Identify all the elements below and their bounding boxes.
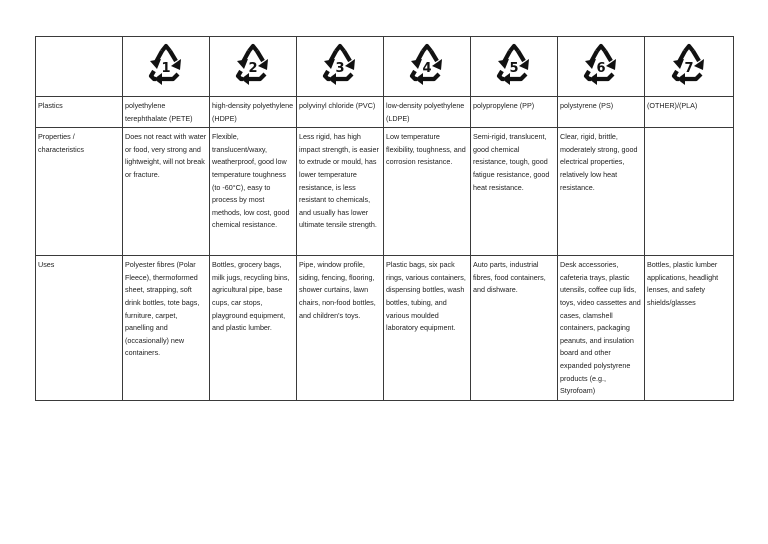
uses-cell: Polyester fibres (Polar Fleece), thermoformed sheet, strapping, soft drink bottles, tote bags, furniture, carpet, panelling and (occasionally) new containers. <box>123 256 210 401</box>
row-label-properties: Properties / characteristics <box>36 128 123 256</box>
plastics-row <box>36 97 734 128</box>
recycle-7-icon <box>668 42 710 86</box>
resin-code-label: 5 <box>509 61 519 77</box>
resin-code-cell <box>645 37 734 97</box>
properties-cell: Flexible, translucent/waxy, weatherproof, good low temperature toughness (to -60°C), easy to process by most methods, low cost, good chemical resistance. <box>210 128 297 256</box>
uses-cell: Bottles, plastic lumber applications, headlight lenses, and safety shields/glasses <box>645 256 734 401</box>
resin-code-cell <box>384 37 471 97</box>
properties-cell <box>645 128 734 256</box>
plastics-table <box>35 36 734 401</box>
recycle-3-icon <box>319 42 361 86</box>
row-label-plastics: Plastics <box>36 97 123 128</box>
resin-code-cell <box>210 37 297 97</box>
uses-row <box>36 256 734 401</box>
row-label-uses: Uses <box>36 256 123 401</box>
uses-cell: Desk accessories, cafeteria trays, plastic utensils, coffee cup lids, toys, video cassettes and cases, clamshell containers, packaging peanuts, and insulation board and other expanded polystyrene products (e.g., Styrofoam) <box>558 256 645 401</box>
resin-code-label: 2 <box>248 61 258 77</box>
resin-code-label: 1 <box>161 61 171 77</box>
recycle-4-icon <box>406 42 448 86</box>
plastic-name-cell: low-density polyethylene (LDPE) <box>384 97 471 128</box>
recycle-6-icon <box>580 42 622 86</box>
resin-code-label: 6 <box>596 61 606 77</box>
plastic-name-cell: polypropylene (PP) <box>471 97 558 128</box>
resin-code-label: 3 <box>335 61 345 77</box>
plastic-name-cell: polyethylene terephthalate (PETE) <box>123 97 210 128</box>
resin-code-cell <box>297 37 384 97</box>
resin-code-label: 4 <box>422 61 432 77</box>
properties-cell: Less rigid, has high impact strength, is easier to extrude or mould, has lower temperature resistance, is less resistant to chemicals, and usually has lower ultimate tensile strength. <box>297 128 384 256</box>
uses-cell: Auto parts, industrial fibres, food containers, and dishware. <box>471 256 558 401</box>
recycle-2-icon <box>232 42 274 86</box>
plastic-name-cell: high-density polyethylene (HDPE) <box>210 97 297 128</box>
table-header-row <box>36 37 734 97</box>
plastic-name-cell: polystyrene (PS) <box>558 97 645 128</box>
properties-cell: Low temperature flexibility, toughness, and corrosion resistance. <box>384 128 471 256</box>
resin-code-cell <box>471 37 558 97</box>
properties-cell: Clear, rigid, brittle, moderately strong, good electrical properties, relatively low heat resistance. <box>558 128 645 256</box>
properties-row <box>36 128 734 256</box>
uses-cell: Plastic bags, six pack rings, various containers, dispensing bottles, wash bottles, tubing, and various moulded laboratory equipment. <box>384 256 471 401</box>
uses-cell: Pipe, window profile, siding, fencing, flooring, shower curtains, lawn chairs, non-food bottles, and children's toys. <box>297 256 384 401</box>
properties-cell: Does not react with water or food, very strong and lightweight, will not break or fracture. <box>123 128 210 256</box>
plastic-name-cell: (OTHER)/(PLA) <box>645 97 734 128</box>
plastic-name-cell: polyvinyl chloride (PVC) <box>297 97 384 128</box>
corner-cell <box>36 37 123 97</box>
recycle-5-icon <box>493 42 535 86</box>
recycle-1-icon <box>145 42 187 86</box>
uses-cell: Bottles, grocery bags, milk jugs, recycling bins, agricultural pipe, base cups, car stops, playground equipment, and plastic lumber. <box>210 256 297 401</box>
resin-code-label: 7 <box>684 61 694 77</box>
properties-cell: Semi-rigid, translucent, good chemical resistance, tough, good fatigue resistance, good heat resistance. <box>471 128 558 256</box>
resin-code-cell <box>123 37 210 97</box>
resin-code-cell <box>558 37 645 97</box>
